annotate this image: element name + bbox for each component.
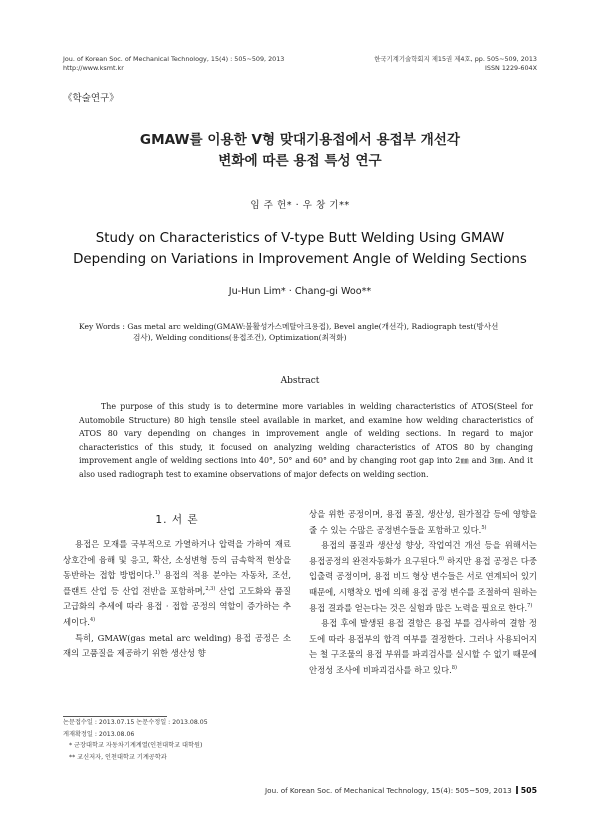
journal-citation: Jou. of Korean Soc. of Mechanical Technology, 15(4) : 505~509, 2013 <box>63 55 285 63</box>
title-english-line1: Study on Characteristics of V-type Butt Welding Using GMAW <box>95 231 505 246</box>
footer-journal: Jou. of Korean Soc. of Mechanical Technology, 15(4): 505~509, 2013 <box>265 786 512 795</box>
title-korean-line2: 변화에 따른 용접 특성 연구 <box>218 153 382 169</box>
keywords-block <box>79 321 534 343</box>
abstract-heading: Abstract <box>280 376 320 386</box>
paragraph: 특히, GMAW(gas metal arc welding) 용접 공정은 소재의 고품질을 제공하기 위한 생산성 향 <box>63 632 291 659</box>
footer-bar <box>516 786 518 794</box>
citation-ref: 4) <box>89 617 96 624</box>
citation-ref: 2,3) <box>205 585 216 592</box>
footnote-dates: 논문접수일 : 2013.07.15 논문수정일 : 2013.08.05 <box>63 719 208 726</box>
article-category: 《학술연구》 <box>63 93 119 104</box>
citation-ref: 5) <box>481 524 487 531</box>
footnote-author1: * 군장대학교 자동차기계계열(인천대학교 대학원) <box>69 742 203 749</box>
paragraph: 상을 위한 공정이며, 용접 품질, 생산성, 원가절감 등에 영향을 줄 수 있는 수많은 공정변수들을 포함하고 있다.$^{5)}$ <box>309 509 537 535</box>
title-english-line2: Depending on Variations in Improvement Angle of Welding Sections <box>73 252 527 267</box>
issn: ISSN 1229-604X <box>485 63 537 72</box>
authors-korean: 임 주 헌* · 우 창 기** <box>250 200 350 211</box>
citation-ref: 7) <box>527 602 533 609</box>
footnote-author2: ** 교신저자, 인천대학교 기계공학과 <box>69 753 167 761</box>
running-header-left <box>63 55 284 72</box>
title-korean-line1: GMAW를 이용한 V형 맞대기용접에서 용접부 개선각 <box>139 132 461 148</box>
title-korean <box>0 130 600 172</box>
abstract-body: The purpose of this study is to determine more variables in welding characteristics of ATOS(Steel for Automobile Structure) 80 high tensile steel available in market, and examine how welding characteristics of ATOS 80 vary depending on changes in improvement angle of welding sections. In regard to major characteristics of this study, it focused on analyzing welding characteristics of ATOS 80 by changing improvement angle of welding sections into 40°, 50° and 60° and by changing root gap into 2㎜ and 3㎜. And it also used radiograph test to examine observations of major defects on welding section. <box>79 402 533 479</box>
citation-ref: 1) <box>154 570 160 577</box>
paragraph: 용접은 모재를 국부적으로 가열하거나 압력을 가하여 재료 상호간에 융해 및 응고, 확산, 소성변형 등의 금속학적 현상을 동반하는 접합 방법이다.$^{1)}$ 용접의 적용 분야는 자동차, 조선, 플랜트 산업 등 산업 전반을 포함하며,$^{2,3)}$ 산업 고도화와 품질 고급화의 추세에 따라 용접 · 접합 공정의 역할이 증가하는 추세이다.$^{4)}$ <box>63 539 291 627</box>
page-number: 505 <box>520 786 537 795</box>
citation-ref: 8) <box>451 665 457 672</box>
right-column <box>309 507 537 679</box>
keywords-label: Key Words : <box>79 322 128 331</box>
journal-citation-kr: 한국기계기술학회지 제15권 제4호, pp. 505~509, 2013 <box>374 55 537 63</box>
footnote-accepted: 게재확정일 : 2013.08.06 <box>63 730 135 738</box>
keywords-line1: Gas metal arc welding(GMAW:불활성가스메탈아크용접), Bevel angle(개선각), Radiograph test(방사선 <box>127 322 499 331</box>
left-column <box>63 537 291 662</box>
page-footer <box>0 786 537 795</box>
paragraph: 용접 후에 발생된 용접 결함은 용접 부를 검사하여 결함 정도에 따라 용접부의 합격 여부를 결정한다. 그러나 사용되어지는 철 구조물의 용접 부위를 파괴검사를 실시할 수 없기 때문에 안정성 조사에 비파괴검사를 하고 있다.$^{8)}$ <box>309 618 537 675</box>
paragraph: 용접의 품질과 생산성 향상, 작업여건 개선 등을 위해서는 용접공정의 완전자동화가 요구된다.$^{6)}$ 하지만 용접 공정은 다중 입출력 공정이며, 용접 비드 형상 변수들은 서로 연계되어 있기 때문에, 시행착오 법에 의해 용접 공정 변수를 조절하여 원하는 용접 결과를 얻는다는 것은 실험과 많은 노력을 필요로 한다.$^{7)}$ <box>309 540 537 613</box>
footnotes <box>63 717 291 763</box>
title-english <box>0 228 600 270</box>
running-header-right <box>374 55 537 72</box>
keywords-line2: 검사), Welding conditions(용접조건), Optimization(최적화) <box>133 333 347 342</box>
journal-url[interactable]: http://www.ksmt.kr <box>63 63 124 72</box>
authors-english: Ju-Hun Lim* · Chang-gi Woo** <box>228 286 372 297</box>
section-heading-introduction: 1. 서 론 <box>155 514 199 526</box>
citation-ref: 6) <box>438 555 445 562</box>
